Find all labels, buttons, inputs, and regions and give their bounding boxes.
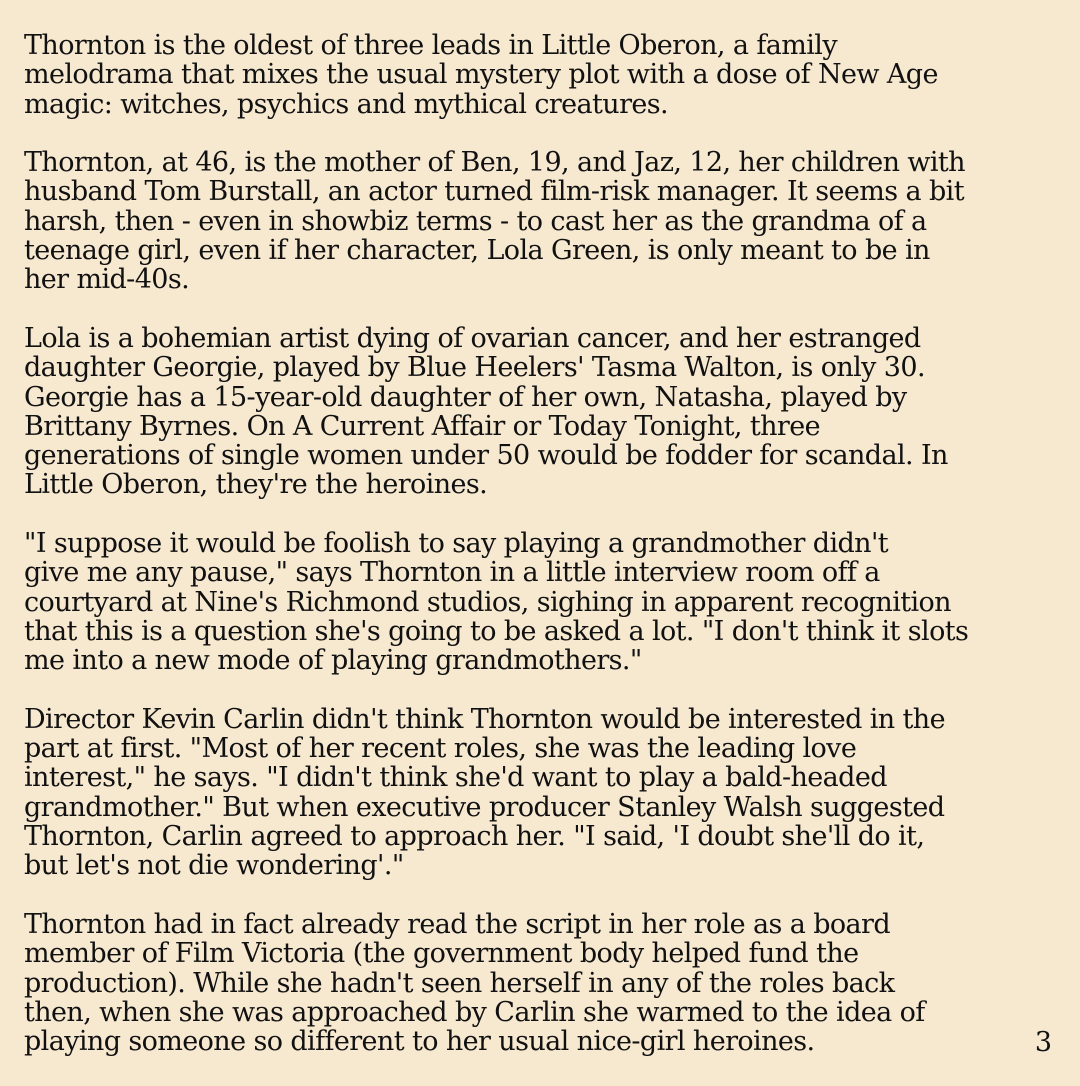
paragraph-5: Director Kevin Carlin didn't think Thornton would be interested in the part at first. "Most of her recent roles, she was the leading love interest," he says. "I didn't think she'd want to play a bald-headed grandmother." But when executive producer Stanley Walsh suggested Thornton, Carlin agreed to approach her. "I said, 'I doubt she'll do it, but let's not die wondering'."	[24, 703, 945, 882]
article-body	[24, 31, 1060, 1086]
page-number: 3	[1034, 1027, 1052, 1058]
paragraph-6: Thornton had in fact already read the script in her role as a board member of Film Victoria (the government body helped fund the production). While she hadn't seen herself in any of the roles back then, when she was approached by Carlin she warmed to the idea of playing someone so different to her usual nice-girl heroines.	[24, 908, 925, 1058]
paragraph-1: Thornton is the oldest of three leads in Little Oberon, a family melodrama that mixes the usual mystery plot with a dose of New Age magic: witches, psychics and mythical creatures.	[24, 30, 938, 120]
paragraph-3: Lola is a bohemian artist dying of ovarian cancer, and her estranged daughter Georgie, played by Blue Heelers' Tasma Walton, is only 30. Georgie has a 15-year-old daughter of her own, Natasha, played by Brittany Byrnes. On A Current Affair or Today Tonight, three generations of single women under 50 would be fodder for scandal. In Little Oberon, they're the heroines.	[24, 322, 948, 501]
paragraph-2: Thornton, at 46, is the mother of Ben, 19, and Jaz, 12, her children with husband Tom Burstall, an actor turned film-risk manager. It seems a bit harsh, then - even in showbiz terms - to cast her as the grandma of a teenage girl, even if her character, Lola Green, is only meant to be in her mid-40s.	[24, 147, 965, 296]
paragraph-4: "I suppose it would be foolish to say playing a grandmother didn't give me any pause," says Thornton in a little interview room off a courtyard at Nine's Richmond studios, sighing in apparent recognition that this is a question she's going to be asked a lot. "I don't think it slots me into a new mode of playing grandmothers."	[24, 528, 969, 677]
